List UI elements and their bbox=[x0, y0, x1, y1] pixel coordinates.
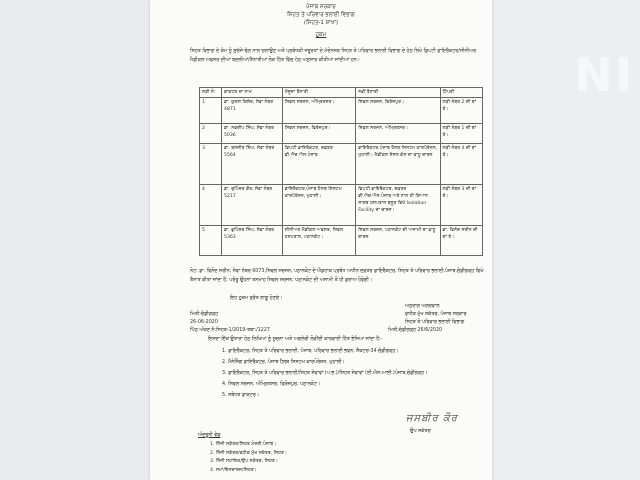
list-item: 3. ਨਿੱਜੀ ਸਹਾਇਕ/ਉਪ ਸਕੱਤਰ, ਸਿਹਤ। bbox=[210, 459, 278, 464]
list-item: 4. ਸਿਵਲ ਸਰਜਨ, ਅੰਮ੍ਰਿਤਸਰ, ਫਿਰੋਜ਼ਪੁਰ, ਪਠਾਨਕੋਟ। bbox=[222, 382, 321, 387]
table-row bbox=[200, 226, 483, 256]
row-doctor-name: ਡਾ. ਯੁਗਲ ਕਿਸ਼ੋਰ, ਸੇਵਾ ਨੰਬਰ 4871 bbox=[222, 98, 283, 124]
note-paragraph: ਨੋਟ: ਡਾ. ਵਿਨੋਦ ਸਰੀਨ, ਸੇਵਾ ਨੰਬਰ 6073,ਸਿਵਲ ਸਰਜਨ, ਪਠਾਨਕੋਟ ਦੇ ਐਡਹਾਕ ਪ੍ਰਬੰਧ ਅਧੀਨ ਦਫ਼ਤਰ ਡਾਇਰੈਕਟਰ, ਸਿਹਤ ਤੇ ਪਰਿਵਾਰ ਭਲਾਈ,ਪੰਜਾਬ,ਚੰਡੀਗੜ੍ਹ ਵਿਖੇ ਤੈਨਾਤ ਕੀਤਾ ਜਾਂਦਾ ਹੈ, ਪਰੰਤੂ ਉਹਨਾਂ ਤਨਖਾਹ ਸਿਵਲ ਸਰਜਨ, ਪਠਾਨਕੋਟ ਦੀ ਅਸਾਮੀ ਤੋਂ ਹੀ ਡਰਾਅ ਹੋਵੇਗੀ। bbox=[190, 269, 484, 283]
list-item: 1. ਨਿੱਜੀ ਸਕੱਤਰ/ਸਿਹਤ ਮੰਤਰੀ,ਪੰਜਾਬ। bbox=[210, 442, 277, 447]
list-item: 5. ਸਬੰਧਤ ਡਾਕਟਰ। bbox=[222, 393, 259, 398]
row-doctor-name: ਡਾ. ਨਵਦੀਪ ਸਿੰਘ, ਸੇਵਾ ਨੰਬਰ 5036 bbox=[222, 124, 283, 144]
signer-designation: ਵਧੀਕ ਮੁੱਖ ਸਕੱਤਰ, ਪੰਜਾਬ ਸਰਕਾਰ bbox=[405, 312, 467, 317]
row-current-posting: ਸਿਵਲ ਸਰਜਨ, ਫਿਰੋਜ਼ਪੁਰ। bbox=[282, 124, 355, 144]
table-row bbox=[200, 124, 483, 144]
copy-list bbox=[210, 441, 287, 475]
watermark: NI bbox=[574, 48, 634, 102]
table-row bbox=[200, 144, 483, 185]
handwritten-signature: ਜਸਬੀਰ ਕੌਰ bbox=[406, 413, 458, 424]
place-date-right: ਮਿਤੀ,ਚੰਡੀਗੜ੍ਹ 26/6/2020 bbox=[388, 328, 443, 333]
row-doctor-name: ਡਾ. ਭੁਪਿੰਦਰ ਸਿੰਘ, ਸੇਵਾ ਨੰਬਰ 5363 bbox=[222, 226, 283, 256]
header-branch: (ਸਿਹਤ-1 ਸ਼ਾਖਾ) bbox=[303, 20, 339, 26]
row-current-posting: ਡਿਪਟੀ ਡਾਇਰੈਕਟਰ, ਦਫ਼ਤਰ ਡੀ.ਐਚ.ਐਸ.ਪੰਜਾਬ bbox=[282, 144, 355, 185]
signer-department: ਸਿਹਤ ਤੇ ਪਰਿਵਾਰ ਭਲਾਈ ਵਿਭਾਗ bbox=[405, 320, 465, 325]
place-left: ਮਿਤੀ:ਚੰਡੀਗੜ੍ਹ bbox=[190, 312, 219, 317]
table-header-cell: ਨਵੀਂ ਤੈਨਾਤੀ bbox=[356, 88, 440, 98]
document-page bbox=[150, 0, 492, 480]
table-row bbox=[200, 185, 483, 226]
row-remark: ਲੜੀ ਨੰਬਰ 1 ਦੀ ਥਾਂ ਤੇ। bbox=[440, 124, 482, 144]
row-new-posting: ਸਿਵਲ ਸਰਜਨ, ਪਠਾਨਕੋਟ ਦੀ ਅਸਾਮੀ ਦਾ ਵਾਧੂ ਚਾਰਜ bbox=[356, 226, 440, 256]
row-serial: 4 bbox=[200, 185, 222, 226]
list-item: 3. ਡਾਇਰੈਕਟਰ, ਸਿਹਤ ਤੇ ਪਰਿਵਾਰ ਭਲਾਈ/ਸਿਹਤ ਸੇਵਾਵਾਂ (ਪ.ਭ.)/ਸਿਹਤ ਸੇਵਾਵਾਂ (ਈ.ਐਸ.ਆਈ.)ਪੰਜਾਬ,ਚੰਡੀਗੜ੍ਹ। bbox=[222, 371, 428, 376]
row-remark: ਲੜੀ ਨੰਬਰ 3 ਦੀ ਥਾਂ ਤੇ। bbox=[440, 185, 482, 226]
table-header-cell: ਡਾਕਟਰ ਦਾ ਨਾਮ bbox=[222, 88, 283, 98]
table-header-cell: ਲੜੀ ਨੰ: bbox=[200, 88, 222, 98]
row-new-posting: ਡਿਪਟੀ ਡਾਇਰੈਕਟਰ, ਦਫ਼ਤਰ ਡੀ.ਐਚ.ਐਸ.ਪੰਜਾਬ ਅਤੇ ਨਾਲ ਹੀ ਗਿਆਨ ਸਾਗਰ ਹਸਪਤਾਲ ਬਨੂੜ ਵਿਖੇ Isolation Facility ਦਾ ਚਾਰਜ। bbox=[356, 185, 440, 226]
row-new-posting: ਸਿਵਲ ਸਰਜਨ, ਅੰਮ੍ਰਿਤਸਰ। bbox=[356, 124, 440, 144]
row-new-posting: ਡਾਇਰੈਕਟਰ,ਪੰਜਾਬ ਹੈਲਥ ਸਿਸਟਮ ਕਾਰਪੋਰੇਸ਼ਨ, ਮੁਹਾਲੀ। ਮੈਡੀਕਲ ਸੋਸਲ ਕੇਸ ਦਾ ਵਾਧੂ ਚਾਰਜ bbox=[356, 144, 440, 185]
header-order-title: ਹੁਕਮ bbox=[315, 32, 327, 38]
endorsement-list bbox=[222, 346, 427, 401]
transfer-table bbox=[199, 87, 483, 256]
list-item: 2. ਮੈਨੇਜਿੰਗ ਡਾਇਰੈਕਟਰ, ਪੰਜਾਬ ਹੈਲਥ ਸਿਸਟਮ ਕਾਰਪੋਰੇਸ਼ਨ, ਮੁਹਾਲੀ। bbox=[222, 360, 345, 365]
date-left: 26-06-2020 bbox=[190, 320, 218, 325]
background-right bbox=[492, 0, 640, 480]
row-remark: ਲੜੀ ਨੰਬਰ 4 ਦੀ ਥਾਂ ਤੇ। bbox=[440, 144, 482, 185]
list-item: 4. ਸਮਾਂ/ਇਨਚਾਰਜ/ਸਿਹਤ। bbox=[210, 467, 257, 473]
endorsement-number: ਪਿੱਠ ਅੰਕਣ ਨੰ:ਸਿਹਤ-1/2019-ਤਬਾ:/1227 bbox=[190, 328, 270, 333]
table-header-row bbox=[200, 88, 483, 98]
table-row bbox=[200, 98, 483, 124]
signer-name: ਅਨੁਰਾਗ ਅਗਰਵਾਲ bbox=[405, 304, 440, 309]
row-doctor-name: ਡਾ. ਦੁਪਿੰਦਰ ਕੌਰ, ਸੇਵਾ ਨੰਬਰ 5217 bbox=[222, 185, 283, 226]
list-item: 1. ਡਾਇਰੈਕਟਰ, ਸਿਹਤ ਤੇ ਪਰਿਵਾਰ ਭਲਾਈ, ਪੰਜਾਬ, ਪਰਿਵਾਰ ਭਲਾਈ ਭਵਨ, ਸੈਕਟਰ-34 ਚੰਡੀਗੜ੍ਹ। bbox=[222, 349, 399, 354]
list-item: 2. ਨਿੱਜੀ ਸਕੱਤਰ/ਵਧੀਕ ਮੁੱਖ ਸਕੱਤਰ, ਸਿਹਤ। bbox=[210, 450, 288, 456]
row-current-posting: ਡਾਇਰੈਕਟਰ,ਪੰਜਾਬ ਹੈਲਥ ਸਿਸਟਮ ਕਾਰਪੋਰੇਸ਼ਨ, ਮੁਹਾਲੀ। bbox=[282, 185, 355, 226]
row-serial: 2 bbox=[200, 124, 222, 144]
header-department: ਸਿਹਤ ਤੇ ਪਰਿਵਾਰ ਭਲਾਈ ਵਿਭਾਗ bbox=[287, 12, 355, 18]
copy-label: ਅੰਦਰੂਨੀ ਵੰਡ bbox=[198, 433, 221, 438]
row-new-posting: ਸਿਵਲ ਸਰਜਨ, ਫਿਰੋਜ਼ਪੁਰ। bbox=[356, 98, 440, 124]
row-serial: 5 bbox=[200, 226, 222, 256]
row-remark: ਲੜੀ ਨੰਬਰ 2 ਦੀ ਥਾਂ ਤੇ। bbox=[440, 98, 482, 124]
order-effective-line: ਇਹ ਹੁਕਮ ਤੁਰੰਤ ਲਾਗੂ ਹੋਣਗੇ। bbox=[230, 296, 283, 301]
intro-paragraph: ਸਿਹਤ ਵਿਭਾਗ ਦੇ ਕੰਮ ਨੂੰ ਸੁਚੱਜੇ ਢੰਗ ਨਾਲ ਚਲਾਉਣ ਅਤੇ ਪ੍ਰਬੰਧਕੀ ਜਰੂਰਤਾਂ ਦੇ ਮੱਦੇਨਜ਼ਰ ਸਿਹਤ ਤੇ ਪਰਿਵਾਰ ਭਲਾਈ ਵਿਭਾਗ ਦੇ ਹੇਠ ਲਿਖੇ ਡਿਪਟੀ ਡਾਇਰੈਕਟਰ/ਸੀਨੀਅਰ ਮੈਡੀਕਲ ਅਫਸਰ ਦੀਆਂ ਬਦਲੀਆਂ/ਤੈਨਾਤੀਆਂ ਲੋਕ ਹਿੱਤ ਵਿੱਚ ਹੇਠ ਅਨੁਸਾਰ ਕੀਤੀਆਂ ਜਾਂਦੀਆਂ ਹਨ:- bbox=[190, 49, 477, 63]
background-left bbox=[0, 0, 150, 480]
endorsement-intro: ਇਸਦਾ ਇੱਕ ਉਤਾਰਾ ਹੇਠ ਲਿਖਿਆਂ ਨੂੰ ਸੂਚਨਾ ਅਤੇ ਅਗਲੇਰੀ ਲੋੜੀਂਦੀ ਕਾਰਵਾਈ ਹਿੱਤ ਭੇਜਿਆ ਜਾਂਦਾ ਹੈ:- bbox=[208, 337, 383, 342]
signature-title: ਉਪ ਸਕੱਤਰ bbox=[410, 429, 431, 434]
table-header-cell: ਟਿੱਪਣੀ bbox=[440, 88, 482, 98]
row-serial: 3 bbox=[200, 144, 222, 185]
row-remark: ਡਾ. ਵਿਨੋਦ ਸਰੀਨ ਦੀ ਥਾਂ ਤੇ। bbox=[440, 226, 482, 256]
row-current-posting: ਸੀਨੀਅਰ ਮੈਡੀਕਲ ਅਫਸਰ, ਸਿਵਲ ਹਸਪਤਾਲ, ਪਠਾਨਕੋਟ। bbox=[282, 226, 355, 256]
header-government: ਪੰਜਾਬ ਸਰਕਾਰ bbox=[306, 4, 336, 10]
row-serial: 1 bbox=[200, 98, 222, 124]
signer-block bbox=[405, 303, 466, 327]
row-doctor-name: ਡਾ. ਬਲਜੀਤ ਸਿੰਘ, ਸੇਵਾ ਨੰਬਰ 5564 bbox=[222, 144, 283, 185]
table-header-cell: ਮੌਜੂਦਾ ਤੈਨਾਤੀ bbox=[282, 88, 355, 98]
row-current-posting: ਸਿਵਲ ਸਰਜਨ, ਅੰਮ੍ਰਿਤਸਰ। bbox=[282, 98, 355, 124]
